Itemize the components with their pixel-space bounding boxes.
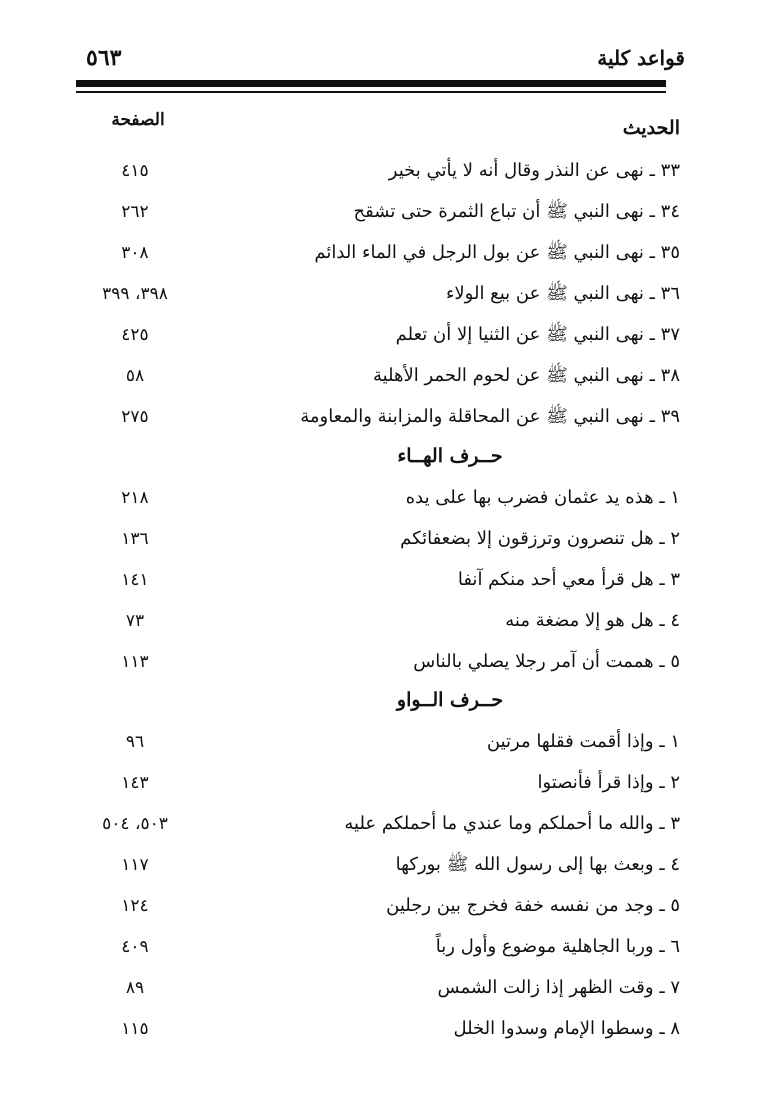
hadith-entry: ٣ ـ هل قرأ معي أحد منكم آنفا: [457, 569, 680, 590]
index-row: [60, 722, 680, 762]
page-ref: ٥٨: [125, 366, 145, 386]
page-ref: ١١٥: [121, 1019, 149, 1039]
page-ref: ٨٩: [125, 978, 145, 998]
page-ref: ١٤١: [121, 570, 149, 590]
page-ref: ٤٠٩: [121, 937, 149, 957]
hadith-entry: ٣٣ ـ نهى عن النذر وقال أنه لا يأتي بخير: [388, 160, 680, 181]
section-heading-waw: حــرف الــواو: [396, 689, 504, 711]
index-row: [60, 968, 680, 1008]
index-row: [60, 927, 680, 967]
index-row: [60, 356, 680, 396]
page-ref: ٢١٨: [121, 488, 149, 508]
page-ref: ١١٣: [121, 652, 149, 672]
index-row: [60, 151, 680, 191]
page-ref: ٢٧٥: [121, 407, 149, 427]
hadith-entry: ٣٦ ـ نهى النبي ﷺ عن بيع الولاء: [445, 283, 680, 304]
hadith-entry: ٤ ـ هل هو إلا مضغة منه: [505, 610, 680, 631]
hadith-entry: ٧ ـ وقت الظهر إذا زالت الشمس: [437, 977, 680, 998]
index-row: [60, 642, 680, 682]
index-row: [60, 315, 680, 355]
hadith-entry: ١ ـ هذه يد عثمان فضرب بها على يده: [405, 487, 680, 508]
page-number: ٥٦٣: [86, 45, 122, 71]
index-row: [60, 804, 680, 844]
hadith-entry: ٥ ـ هممت أن آمر رجلا يصلي بالناس: [413, 651, 680, 672]
index-row: [60, 560, 680, 600]
index-row: [60, 274, 680, 314]
hadith-entry: ٣٩ ـ نهى النبي ﷺ عن المحاقلة والمزابنة والمعاومة: [300, 406, 680, 427]
hadith-entry: ٢ ـ وإذا قرأ فأنصتوا: [537, 772, 680, 793]
hadith-entry: ٦ ـ وربا الجاهلية موضوع وأول رباً: [435, 936, 680, 957]
hadith-entry: ٤ ـ وبعث بها إلى رسول الله ﷺ بوركها: [395, 854, 680, 875]
column-header-hadith: الحديث: [622, 117, 680, 139]
page-ref: ١٤٣: [121, 773, 149, 793]
page-ref: ١٣٦: [121, 529, 149, 549]
index-row: [60, 763, 680, 803]
hadith-entry: ٣٧ ـ نهى النبي ﷺ عن الثنيا إلا أن تعلم: [395, 324, 680, 345]
hadith-entry: ٣٤ ـ نهى النبي ﷺ أن تباع الثمرة حتى تشقح: [353, 201, 680, 222]
index-row: [60, 478, 680, 518]
hadith-entry: ٣٨ ـ نهى النبي ﷺ عن لحوم الحمر الأهلية: [372, 365, 680, 386]
page-ref: ٩٦: [125, 732, 145, 752]
index-row: [60, 1009, 680, 1049]
index-row: [60, 845, 680, 885]
hadith-entry: ٨ ـ وسطوا الإمام وسدوا الخلل: [453, 1018, 680, 1039]
index-row: [60, 519, 680, 559]
page-ref: ٥٠٣، ٥٠٤: [102, 814, 168, 834]
index-row: [60, 233, 680, 273]
page-ref: ١٢٤: [121, 896, 149, 916]
section-heading-haa: حــرف الهــاء: [397, 445, 503, 467]
index-row: [60, 192, 680, 232]
hadith-entry: ٣٥ ـ نهى النبي ﷺ عن بول الرجل في الماء الدائم: [314, 242, 680, 263]
index-row: [60, 601, 680, 641]
running-title: قواعد كلية: [597, 46, 685, 70]
page-ref: ٢٦٢: [121, 202, 149, 222]
page-ref: ٧٣: [125, 611, 145, 631]
page-ref: ٤١٥: [121, 161, 149, 181]
column-header-page: الصفحة: [111, 110, 165, 130]
hadith-entry: ٥ ـ وجد من نفسه خفة فخرج بين رجلين: [386, 895, 680, 916]
page-ref: ٣٩٨، ٣٩٩: [102, 284, 168, 304]
index-row: [60, 397, 680, 437]
hadith-entry: ٢ ـ هل تنصرون وترزقون إلا بضعفائكم: [400, 528, 680, 549]
hadith-entry: ١ ـ وإذا أقمت فقلها مرتين: [486, 731, 680, 752]
header-rule-thin: [76, 91, 666, 93]
index-row: [60, 886, 680, 926]
page-ref: ٣٠٨: [121, 243, 149, 263]
page-ref: ١١٧: [121, 855, 149, 875]
header-rule-thick: [76, 80, 666, 87]
page-ref: ٤٢٥: [121, 325, 149, 345]
hadith-entry: ٣ ـ والله ما أحملكم وما عندي ما أحملكم عليه: [344, 813, 680, 834]
